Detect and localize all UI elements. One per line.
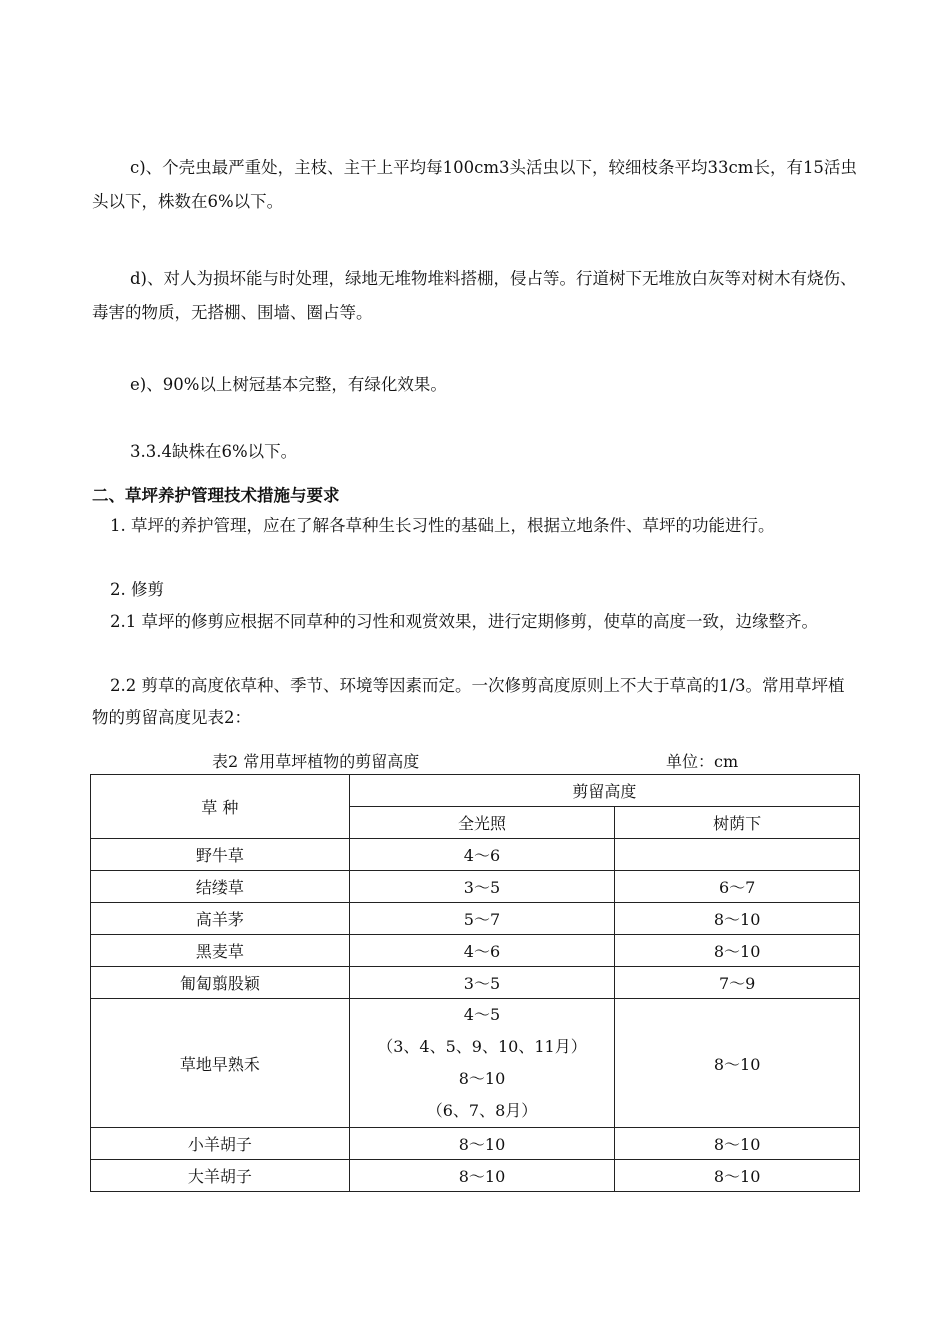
cell-species: 小羊胡子 xyxy=(91,1128,350,1160)
cell-shade: 8～10 xyxy=(615,1128,860,1160)
paragraph-1: 1. 草坪的养护管理，应在了解各草种生长习性的基础上，根据立地条件、草坪的功能进行。 xyxy=(110,516,775,535)
cell-species: 高羊茅 xyxy=(91,903,350,935)
paragraph-2: 2. 修剪 xyxy=(110,580,164,599)
paragraph-e: e)、90%以上树冠基本完整，有绿化效果。 xyxy=(130,375,447,394)
cell-species: 大羊胡子 xyxy=(91,1160,350,1192)
table-unit: 单位：cm xyxy=(666,752,739,771)
cell-line: （3、4、5、9、10、11月） xyxy=(377,1037,587,1056)
cell-shade xyxy=(615,839,860,871)
cell-line: （6、7、8月） xyxy=(426,1101,538,1120)
table-caption: 表2 常用草坪植物的剪留高度 xyxy=(212,752,420,771)
paragraph-2-1: 2.1 草坪的修剪应根据不同草种的习性和观赏效果，进行定期修剪，使草的高度一致，边缘整齐。 xyxy=(110,612,818,631)
table-row xyxy=(91,839,860,871)
table-row xyxy=(91,999,860,1128)
header-full-sun: 全光照 xyxy=(349,807,615,839)
cell-shade: 8～10 xyxy=(615,1160,860,1192)
table-row xyxy=(91,1160,860,1192)
trim-height-table xyxy=(90,774,860,1192)
table-row xyxy=(91,935,860,967)
paragraph-d: d)、对人为损坏能与时处理，绿地无堆物堆料搭棚，侵占等。行道树下无堆放白灰等对树木有烧伤、毒害的物质，无搭棚、围墙、圈占等。 xyxy=(92,269,857,322)
header-species: 草 种 xyxy=(91,775,350,839)
cell-line: 4～5 xyxy=(463,1005,501,1024)
cell-full-sun: 8～10 xyxy=(349,1128,615,1160)
cell-line: 8～10 xyxy=(458,1069,506,1088)
cell-species: 黑麦草 xyxy=(91,935,350,967)
cell-species: 匍匐翦股颖 xyxy=(91,967,350,999)
cell-shade: 6～7 xyxy=(615,871,860,903)
cell-full-sun xyxy=(349,999,615,1128)
paragraph-2-2: 2.2 剪草的高度依草种、季节、环境等因素而定。一次修剪高度原则上不大于草高的1/3。常用草坪植物的剪留高度见表2： xyxy=(92,676,845,727)
cell-shade: 7～9 xyxy=(615,967,860,999)
cell-shade: 8～10 xyxy=(615,999,860,1128)
table-header-row xyxy=(91,775,860,807)
cell-shade: 8～10 xyxy=(615,903,860,935)
cell-full-sun: 3～5 xyxy=(349,967,615,999)
cell-full-sun: 3～5 xyxy=(349,871,615,903)
paragraph-3-3-4: 3.3.4缺株在6%以下。 xyxy=(130,442,298,461)
table-row xyxy=(91,967,860,999)
table-row xyxy=(91,903,860,935)
cell-full-sun: 8～10 xyxy=(349,1160,615,1192)
cell-full-sun: 4～6 xyxy=(349,839,615,871)
cell-species: 野牛草 xyxy=(91,839,350,871)
table-row xyxy=(91,1128,860,1160)
paragraph-c: c)、个壳虫最严重处，主枝、主干上平均每100cm3头活虫以下，较细枝条平均33cm长，有15活虫头以下，株数在6%以下。 xyxy=(92,158,857,211)
cell-species: 结缕草 xyxy=(91,871,350,903)
cell-shade: 8～10 xyxy=(615,935,860,967)
table-row xyxy=(91,871,860,903)
cell-full-sun: 4～6 xyxy=(349,935,615,967)
cell-full-sun: 5～7 xyxy=(349,903,615,935)
cell-species: 草地早熟禾 xyxy=(91,999,350,1128)
section-heading: 二、草坪养护管理技术措施与要求 xyxy=(92,486,340,505)
header-shade: 树荫下 xyxy=(615,807,860,839)
header-trim-height: 剪留高度 xyxy=(349,775,859,807)
